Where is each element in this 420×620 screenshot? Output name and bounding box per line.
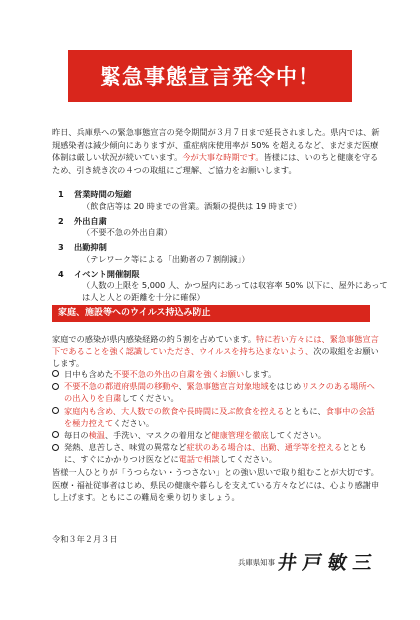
prevention-text-part: とともに、 [284,405,326,416]
prevention-highlight: 食事中の会話を極力控えて [64,405,375,428]
prevention-highlight: 不要不急の外出の自粛を強くお願い [113,369,245,379]
prevention-highlight: 不要不急の都道府県間の移動や [64,381,179,392]
prevention-text [64,380,382,404]
prevention-text-part: ください。 [113,417,155,428]
measure-title: 外出自粛 [74,215,107,226]
prevention-highlight: 家庭内も含め、大人数での飲食や長時間に及ぶ飲食を控える [64,405,285,416]
measure-number: 4 [58,268,64,279]
section-intro-text-2: 次の取組をお願いします。 [52,346,379,369]
circle-bullet-icon [52,431,59,438]
prevention-item [52,429,382,441]
measure-title: イベント開催制限 [74,268,140,279]
prevention-text-part: 日中も含めた [64,369,114,379]
circle-bullet-icon [52,383,59,390]
prevention-text [64,405,382,429]
prevention-text-part: 、 [178,381,187,392]
prevention-text-part: をはじめ [268,381,302,392]
measures-list [58,189,388,307]
prevention-text-part: とともに、すぐにかかりつけ医などに [64,442,367,465]
prevention-highlight: 健康管理を徹底 [211,430,269,441]
measure-desc: （人数の上限を 5,000 人、かつ屋内にあっては収容率 50% 以下に、屋外にあっては人と人との距離を十分に確保） [82,280,388,302]
section-intro-highlight: 特に若い方々には、緊急事態宣言下であることを強く認識していただき、ウイルスを持ち込まないよう、 [52,334,379,357]
intro-paragraph [52,126,382,176]
issue-date: 令和３年２月３日 [52,534,118,544]
prevention-text-part: します。 [244,369,277,379]
closing-paragraph: 皆様一人ひとりが「うつらない・うつさない」との強い思いで取り組むことが大切です。医療・福祉従事者はじめ、県民の健康や暮らしを支えている方々などには、心より感謝申し上げます。ともにこの難局を乗り切りましょう。 [52,467,380,503]
prevention-item [52,405,382,429]
prevention-highlight: 症状のある場合は、出勤、通学等を控える [186,442,343,453]
section-header: 家庭、施設等へのウイルス持込み防止 [52,305,370,322]
prevention-text [64,441,382,465]
measure-item [58,216,388,239]
prevention-highlight: 検温 [88,430,105,441]
prevention-highlight: リスクのある場所への出入りを自粛 [64,381,375,404]
prevention-highlight: 電話で相談 [178,454,220,465]
prevention-text-part: 発熱、息苦しさ、味覚の異常など [64,442,187,453]
prevention-text [64,429,326,441]
intro-text-2: 皆様には、いのちと健康を守るため、引き続き次の４つの取組にご理解、ご協力をお願いします。 [52,152,379,175]
prevention-item [52,441,382,465]
measure-item [58,269,388,304]
measure-item [58,189,388,212]
measure-title: 営業時間の短縮 [74,189,132,199]
circle-bullet-icon [52,407,59,414]
circle-bullet-icon [52,370,59,377]
prevention-highlight: 緊急事態宣言対象地域 [186,381,269,392]
measure-desc: （飲食店等は 20 時までの営業。酒類の提供は 19 時まで） [82,200,302,211]
measure-item [58,242,388,265]
prevention-text-part: 毎日の [64,430,89,441]
prevention-text-part: 、手洗い、マスクの着用など [104,430,212,441]
measure-desc: （不要不急の外出自粛） [82,227,173,238]
signatory-name: 井戸敏三 [276,552,380,574]
prevention-text-part: してください。 [219,454,277,465]
prevention-list [52,368,382,466]
measure-number: 1 [58,189,64,199]
measure-title: 出勤抑制 [74,242,107,253]
intro-highlight: 今が大事な時期です。 [182,152,264,163]
prevention-item [52,380,382,404]
prevention-text-part: してください。 [268,430,327,441]
signatory-title: 兵庫県知事 [238,558,275,567]
prevention-item [52,368,382,380]
section-intro [52,333,382,370]
emergency-banner: 緊急事態宣言発令中！ [68,50,352,102]
measure-desc: （テレワーク等による「出勤者の７割削減」） [82,253,250,264]
intro-text-1: 昨日、兵庫県への緊急事態宣言の発令期間が３月７日まで延長されました。県内では、新規感染者は減少傾向にありますが、重症病床使用率が 50% を超えるなど、まだまだ医療体制は厳しい状況が続いています。 [52,127,380,163]
measure-number: 2 [58,215,64,226]
section-intro-text-1: 家庭での感染が県内感染経路の約５割を占めています。 [52,334,257,344]
circle-bullet-icon [52,444,59,451]
measure-number: 3 [58,242,64,253]
prevention-text [64,368,276,380]
prevention-text-part: してください。 [121,393,179,404]
